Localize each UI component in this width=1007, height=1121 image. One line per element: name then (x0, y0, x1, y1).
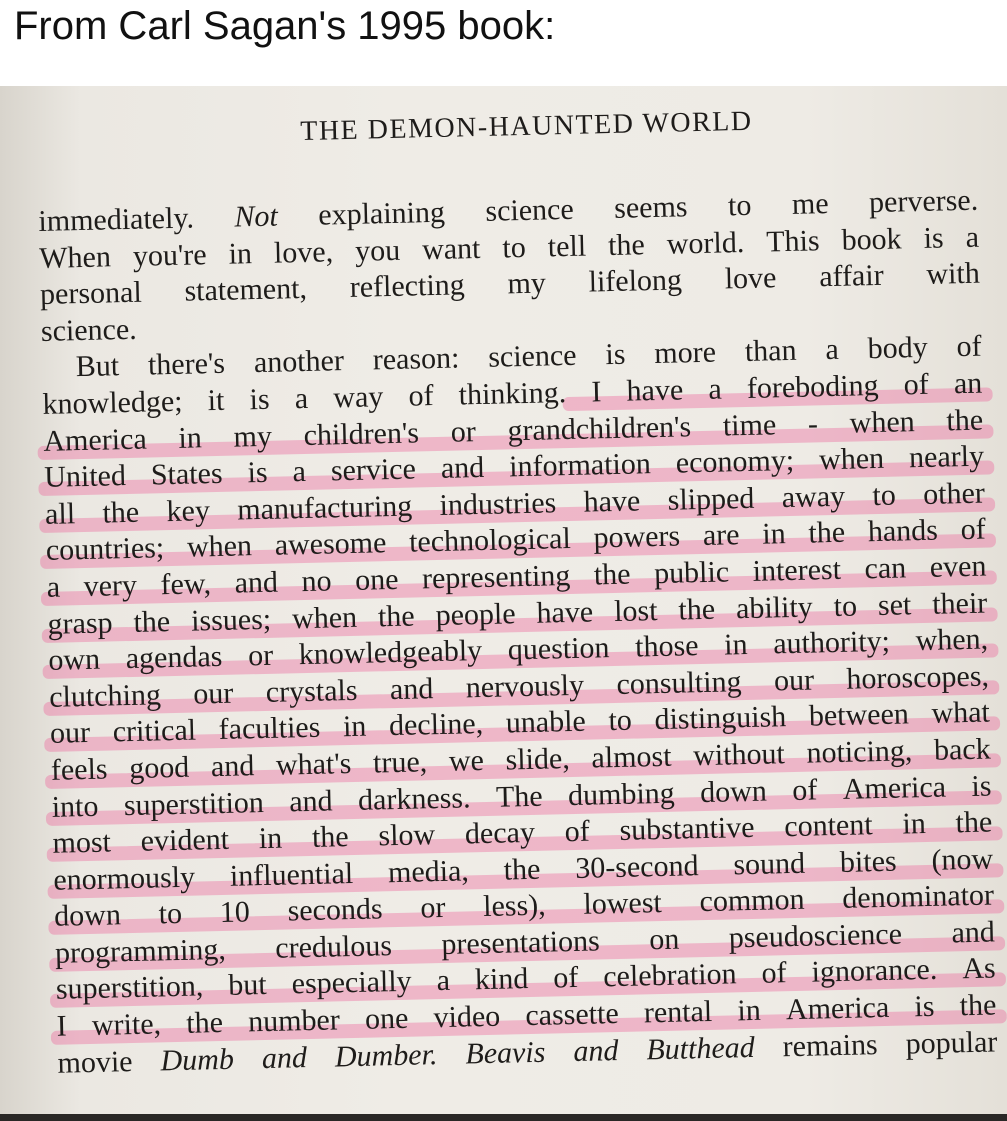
page-text (38, 183, 998, 1082)
text-line: most evident in the slow decay of substantive content in the (52, 805, 993, 863)
text-line: science. (40, 312, 138, 348)
photo-bottom-edge (0, 1114, 1007, 1121)
text-line: United States is a service and information economy; when nearly (44, 439, 985, 497)
text-line: knowledge; it is a way of thinking. I have a foreboding of an (42, 366, 983, 424)
text-line: But there's another reason: science is more than a body of (75, 329, 982, 384)
text-line: clutching our crystals and nervously consulting our horoscopes, (49, 658, 990, 716)
text-line: programming, credulous presentations on pseudoscience and (55, 914, 996, 972)
text-line: When you're in love, you want to tell the world. This book is a (38, 220, 980, 275)
post-caption: From Carl Sagan's 1995 book: (14, 4, 556, 48)
text-line: all the key manufacturing industries have slipped away to other (45, 475, 986, 533)
book-page (36, 93, 998, 1082)
text-line: a very few, and no one representing the public interest can even (46, 548, 987, 606)
text-line: own agendas or knowledgeably question those in authority; when, (48, 622, 989, 680)
text-line: grasp the issues; when the people have lost the ability to set their (47, 585, 988, 643)
book-page-photo (0, 86, 1007, 1121)
text-line: enormously influential media, the 30-second sound bites (now (53, 841, 994, 899)
text-line: into superstition and darkness. The dumbing down of America is (51, 768, 992, 826)
text-line: I write, the number one video cassette rental in America is the (56, 988, 997, 1046)
text-line: down to 10 seconds or less), lowest common denominator (54, 878, 995, 936)
text-line: immediately. Not explaining science seems to me perverse. (38, 183, 979, 238)
text-line: superstition, but especially a kind of celebration of ignorance. As (55, 951, 996, 1009)
text-line: countries; when awesome technological powers are in the hands of (46, 512, 987, 570)
text-line: movie Dumb and Dumber. Beavis and Butthead remains popular (57, 1025, 998, 1080)
text-line: America in my children's or grandchildren's time - when the (43, 402, 984, 460)
running-head: THE DEMON-HAUNTED WORLD (299, 105, 753, 148)
text-line: feels good and what's true, we slide, almost without noticing, back (50, 731, 991, 789)
text-line: our critical faculties in decline, unable to distinguish between what (50, 695, 991, 753)
text-line: personal statement, reflecting my lifelong love affair with (39, 256, 981, 312)
